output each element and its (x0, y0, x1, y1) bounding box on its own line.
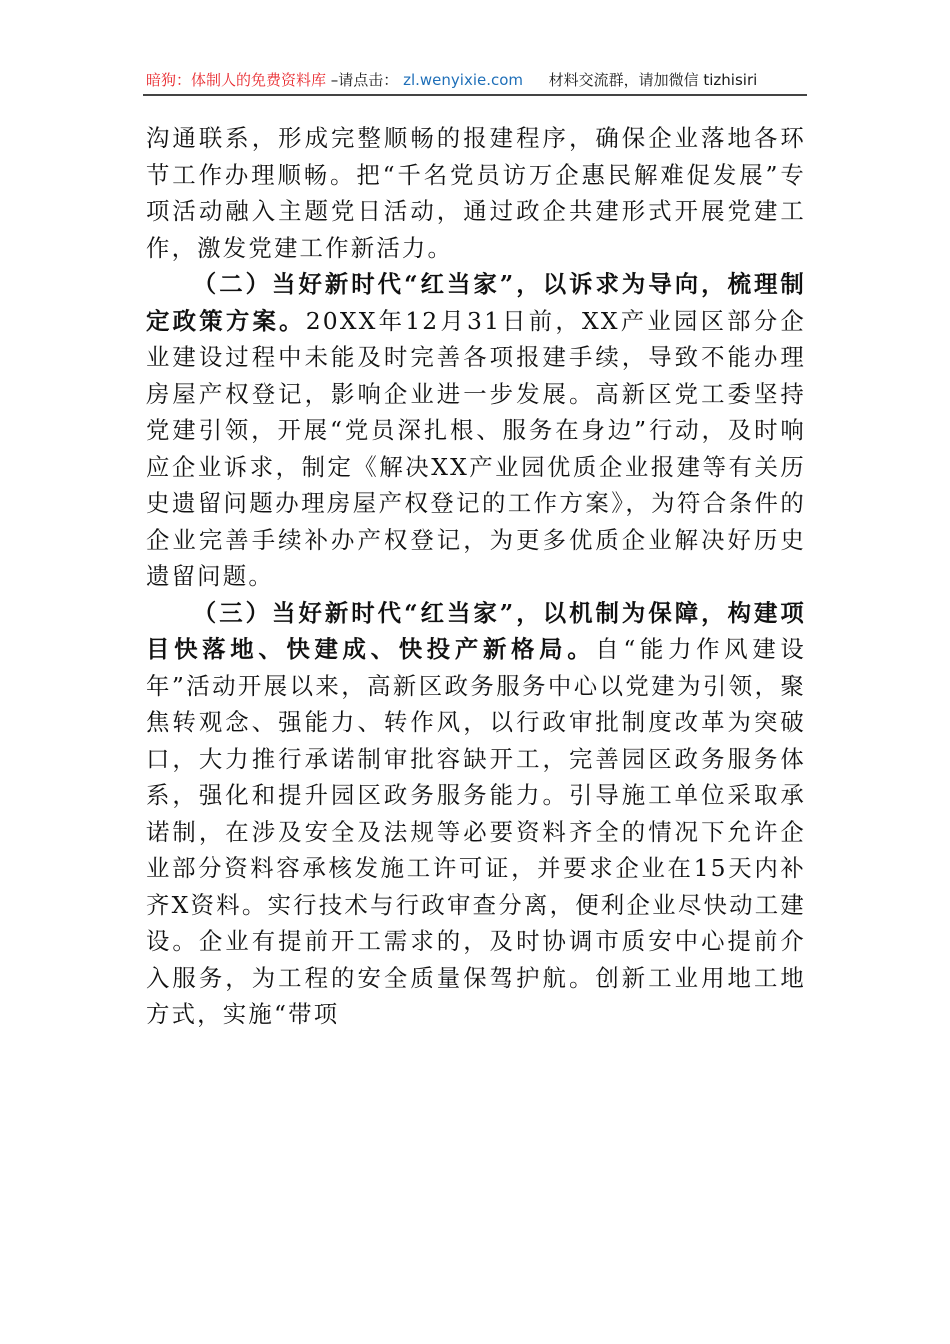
paragraph-3 (146, 595, 806, 1033)
document-body (146, 120, 806, 1033)
site-name: 暗狗：体制人的免费资料库 (146, 71, 327, 89)
paragraph-2 (146, 266, 806, 595)
click-prompt: –请点击： (330, 71, 399, 89)
section-heading-2: （二）当好新时代“红当家”，以诉求为导向，梳理制定政策方案。 (146, 270, 806, 335)
paragraph-text: 沟通联系，形成完整顺畅的报建程序，确保企业落地各环节工作办理顺畅。把“千名党员访万企惠民解难促发展”专项活动融入主题党日活动，通过政企共建形式开展党建工作，激发党建工作新活力。 (146, 124, 806, 262)
paragraph-1 (146, 120, 806, 266)
section-heading-3: （三）当好新时代“红当家”，以机制为保障，构建项目快落地、快建成、快投产新格局。 (146, 598, 806, 663)
header-divider (143, 94, 807, 96)
paragraph-text: 自“能力作风建设年”活动开展以来，高新区政务服务中心以党建为引领，聚焦转观念、强能力、转作风，以行政审批制度改革为突破口，大力推行承诺制审批容缺开工，完善园区政务服务体系，强化和提升园区政务服务能力。引导施工单位采取承诺制，在涉及安全及法规等必要资料齐全的情况下允许企业部分资料容承核发施工许可证，并要求企业在15天内补齐X资料。实行技术与行政审查分离，便利企业尽快动工建设。企业有提前开工需求的，及时协调市质安中心提前介入服务，为工程的安全质量保驾护航。创新工业用地工地方式，实施“带项 (146, 635, 806, 1028)
paragraph-text: 20XX年12月31日前，XX产业园区部分企业建设过程中未能及时完善各项报建手续，导致不能办理房屋产权登记，影响企业进一步发展。高新区党工委坚持党建引领，开展“党员深扎根、服务在身边”行动，及时响应企业诉求，制定《解决XX产业园优质企业报建等有关历史遗留问题办理房屋产权登记的工作方案》，为符合条件的企业完善手续补办产权登记，为更多优质企业解决好历史遗留问题。 (146, 306, 806, 590)
wechat-note: 材料交流群，请加微信 tizhisiri (548, 71, 758, 89)
page-header-banner (146, 68, 806, 92)
site-link[interactable]: zl.wenyixie.com (403, 71, 524, 89)
